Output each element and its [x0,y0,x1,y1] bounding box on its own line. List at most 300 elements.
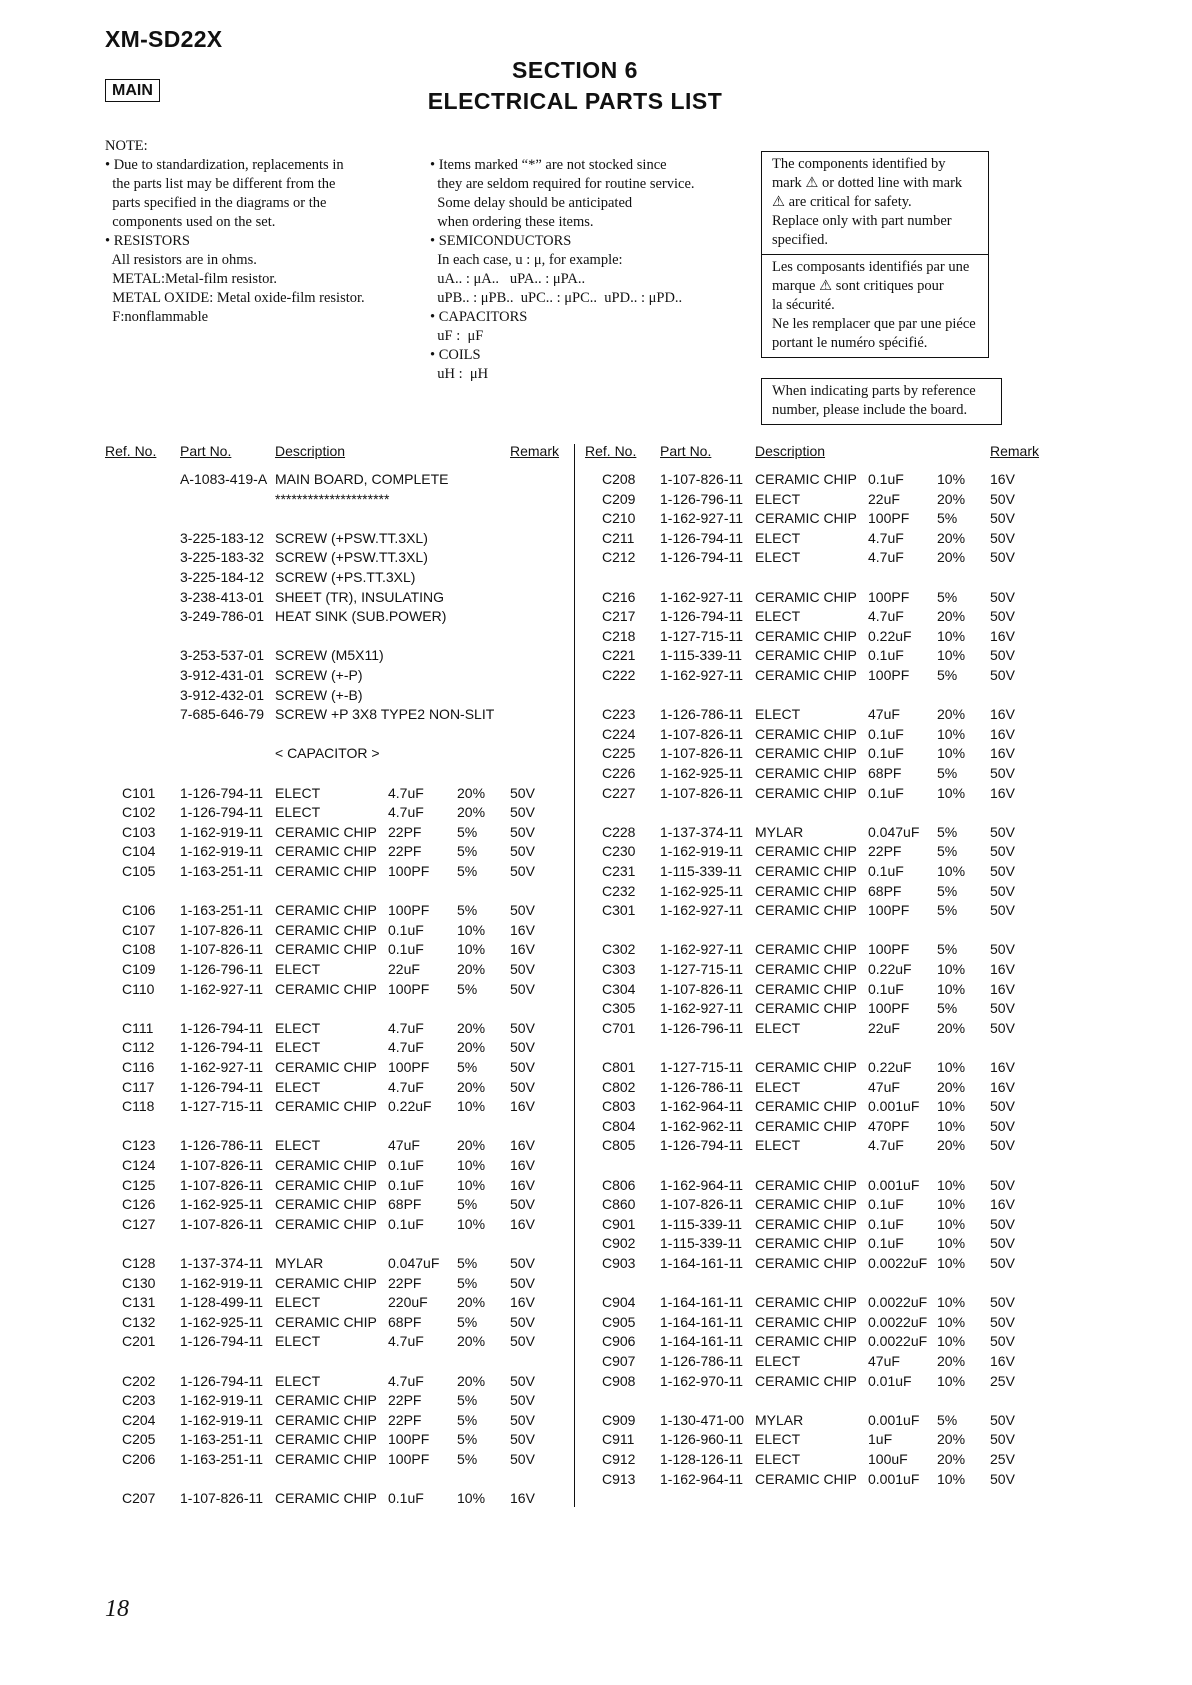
tolerance-cell: 5% [457,1255,478,1271]
voltage-cell: 16V [990,784,1015,801]
ref-no-cell: C909 [602,1411,636,1428]
value-cell: 4.7uF [388,1333,424,1350]
part-no-cell: 1-164-161-11 [660,1333,744,1350]
ref-no-cell: C110 [122,980,155,997]
description-cell: CERAMIC CHIP [275,843,377,860]
part-no-cell: 1-126-796-11 [660,1019,744,1036]
part-no-cell: 1-162-925-11 [660,765,744,781]
part-no-cell: 1-115-339-11 [660,1215,742,1232]
tolerance-cell: 10% [937,1333,966,1350]
ref-no-cell: C304 [602,980,636,997]
value-cell: 0.22uF [388,1098,432,1115]
ref-no-cell: C212 [602,549,636,566]
voltage-cell: 50V [990,863,1015,879]
ref-no-cell: C202 [122,1372,156,1389]
voltage-cell: 50V [510,1313,535,1330]
ref-no-cell: C230 [602,843,636,860]
part-no-cell: 1-163-251-11 [180,863,264,879]
voltage-cell: 50V [510,1333,535,1350]
ref-no-cell: C805 [602,1137,636,1154]
part-no-cell: 1-162-962-11 [660,1117,744,1134]
ref-no-cell: C123 [122,1137,156,1154]
description-cell: MAIN BOARD, COMPLETE [275,471,449,487]
description-cell: CERAMIC CHIP [275,1431,377,1448]
tolerance-cell: 5% [457,843,478,860]
right-header-ref-no: Ref. No. [585,443,637,459]
value-cell: 0.001uF [868,1470,920,1487]
ref-no-cell: C221 [602,647,636,664]
voltage-cell: 50V [510,1255,535,1271]
tolerance-cell: 5% [937,843,958,860]
ref-no-cell: C102 [122,804,156,821]
tolerance-cell: 10% [937,647,966,664]
part-no-cell: 1-162-964-11 [660,1098,744,1115]
tolerance-cell: 20% [937,529,966,546]
description-cell: MYLAR [755,823,804,840]
description-cell: CERAMIC CHIP [755,784,857,801]
description-cell: CERAMIC CHIP [275,1157,377,1173]
value-cell: 0.047uF [388,1255,440,1271]
part-no-cell: 1-126-794-11 [180,1333,264,1350]
description-cell: ELECT [755,1431,801,1448]
description-cell: CERAMIC CHIP [275,1196,377,1213]
tolerance-cell: 10% [937,784,966,801]
tolerance-cell: 5% [937,902,958,919]
voltage-cell: 50V [990,765,1015,781]
description-cell: CERAMIC CHIP [275,902,377,919]
value-cell: 0.001uF [868,1098,920,1115]
tolerance-cell: 20% [457,1333,486,1350]
ref-no-cell: C107 [122,921,156,938]
tolerance-cell: 10% [937,1196,966,1213]
tolerance-cell: 10% [457,1098,486,1115]
description-cell: CERAMIC CHIP [755,765,857,781]
tolerance-cell: 5% [937,1411,958,1428]
description-cell: ELECT [275,1019,321,1036]
voltage-cell: 16V [510,1157,535,1173]
part-no-cell: 3-253-537-01 [180,647,265,664]
description-cell: ELECT [755,1137,801,1154]
part-no-cell: 1-163-251-11 [180,1451,264,1467]
tolerance-cell: 20% [937,706,966,723]
value-cell: 0.0022uF [868,1294,928,1311]
tolerance-cell: 10% [937,1098,966,1115]
ref-no-cell: C905 [602,1313,636,1330]
part-no-cell: 1-115-339-11 [660,1235,742,1252]
description-cell: SCREW (+PSW.TT.3XL) [275,549,428,566]
part-no-cell: 1-128-126-11 [660,1451,744,1467]
part-no-cell: 1-162-925-11 [180,1196,264,1213]
ref-no-cell: C105 [122,863,156,879]
part-no-cell: 1-164-161-11 [660,1255,744,1271]
ref-no-cell: C127 [122,1215,156,1232]
description-cell: SCREW (+PS.TT.3XL) [275,569,416,585]
part-no-cell: 3-238-413-01 [180,588,265,605]
ref-no-cell: C223 [602,706,636,723]
description-cell: CERAMIC CHIP [755,1294,857,1311]
part-no-cell: 1-126-786-11 [180,1137,264,1154]
description-cell: CERAMIC CHIP [275,921,377,938]
voltage-cell: 16V [990,961,1015,977]
ref-no-cell: C301 [602,902,636,919]
voltage-cell: 50V [510,843,535,860]
voltage-cell: 50V [990,1137,1015,1154]
description-cell: CERAMIC CHIP [275,1274,377,1291]
part-no-cell: 1-162-927-11 [180,1059,264,1075]
value-cell: 0.1uF [868,980,904,997]
ref-no-cell: C209 [602,490,636,507]
voltage-cell: 50V [990,490,1015,507]
value-cell: 100PF [388,902,430,919]
description-cell: CERAMIC CHIP [755,1196,857,1213]
part-no-cell: 1-162-925-11 [180,1313,264,1330]
value-cell: 22PF [388,843,422,860]
voltage-cell: 50V [510,1392,535,1409]
value-cell: 47uF [868,1353,900,1369]
voltage-cell: 16V [990,627,1015,644]
part-no-cell: 1-127-715-11 [660,627,744,644]
ref-no-cell: C203 [122,1392,156,1409]
ref-no-cell: C302 [602,941,636,958]
tolerance-cell: 10% [457,1215,486,1232]
part-no-cell: 1-162-927-11 [660,667,744,683]
voltage-cell: 50V [510,1059,535,1075]
tolerance-cell: 10% [937,1176,966,1193]
value-cell: 47uF [868,706,900,723]
part-no-cell: 1-126-794-11 [180,1019,264,1036]
part-no-cell: 1-162-919-11 [180,823,264,840]
part-no-cell: 1-107-826-11 [180,1176,264,1193]
description-cell: CERAMIC CHIP [755,941,857,958]
part-no-cell: 1-164-161-11 [660,1294,744,1311]
tolerance-cell: 5% [937,882,958,899]
right-header-description: Description [755,443,826,459]
value-cell: 0.1uF [868,647,904,664]
description-cell: CERAMIC CHIP [755,627,857,644]
tolerance-cell: 20% [457,1372,486,1389]
description-cell: ELECT [275,961,321,977]
voltage-cell: 50V [510,1274,535,1291]
section-title [380,55,770,117]
voltage-cell: 50V [990,588,1015,605]
value-cell: 0.001uF [868,1411,920,1428]
voltage-cell: 16V [990,1353,1015,1369]
voltage-cell: 50V [510,784,535,801]
ref-no-cell: C106 [122,902,156,919]
description-cell: ELECT [275,1078,321,1095]
value-cell: 4.7uF [388,1039,424,1056]
ref-no-cell: C912 [602,1451,636,1467]
description-cell: ELECT [755,529,801,546]
description-cell: CERAMIC CHIP [755,1176,857,1193]
voltage-cell: 50V [990,529,1015,546]
voltage-cell: 16V [510,941,535,958]
section-heading: ELECTRICAL PARTS LIST [427,88,723,114]
part-no-cell: 1-162-927-11 [660,1000,744,1017]
part-no-cell: 1-162-919-11 [180,1274,264,1291]
voltage-cell: 25V [990,1451,1015,1467]
ref-no-cell: C217 [602,608,636,625]
description-cell: CERAMIC CHIP [755,1098,857,1115]
description-cell: CERAMIC CHIP [755,647,857,664]
description-cell: ELECT [275,1137,321,1154]
tolerance-cell: 20% [457,961,486,977]
part-no-cell: 1-126-786-11 [660,1078,744,1095]
description-cell: CERAMIC CHIP [755,1333,857,1350]
value-cell: 4.7uF [868,1137,904,1154]
part-no-cell: 1-126-794-11 [180,804,264,821]
value-cell: 4.7uF [388,1078,424,1095]
ref-no-cell: C303 [602,961,636,977]
value-cell: 100PF [388,1431,430,1448]
description-cell: ELECT [275,804,321,821]
voltage-cell: 50V [990,941,1015,958]
value-cell: 0.1uF [868,471,904,487]
part-no-cell: 3-249-786-01 [180,608,265,625]
tolerance-cell: 5% [937,588,958,605]
voltage-cell: 16V [510,1490,535,1507]
part-no-cell: 1-126-796-11 [180,961,264,977]
value-cell: 4.7uF [868,549,904,566]
value-cell: 100PF [388,863,430,879]
part-no-cell: 1-162-964-11 [660,1176,744,1193]
ref-no-cell: C232 [602,882,636,899]
tolerance-cell: 10% [457,921,486,938]
part-no-cell: 1-162-919-11 [180,1392,264,1409]
tolerance-cell: 20% [937,1137,966,1154]
value-cell: 68PF [388,1196,422,1213]
voltage-cell: 50V [990,1000,1015,1017]
ref-no-cell: C218 [602,627,636,644]
description-cell: CERAMIC CHIP [275,1176,377,1193]
value-cell: 100PF [868,588,910,605]
tolerance-cell: 10% [937,1255,966,1271]
description-cell: HEAT SINK (SUB.POWER) [275,608,447,625]
value-cell: 22uF [868,1019,900,1036]
ref-no-cell: C201 [122,1333,156,1350]
ref-no-cell: C907 [602,1353,636,1369]
ref-no-cell: C226 [602,765,636,781]
part-no-cell: 1-162-919-11 [180,843,264,860]
right-header-part-no: Part No. [660,443,712,459]
part-no-cell: 3-225-184-12 [180,569,265,585]
description-cell: SCREW (+PSW.TT.3XL) [275,529,428,546]
value-cell: 100PF [388,1451,430,1467]
ref-no-cell: C118 [122,1098,155,1115]
ref-no-cell: C802 [602,1078,636,1095]
part-no-cell: 1-162-925-11 [660,882,744,899]
value-cell: 22PF [388,1392,422,1409]
tolerance-cell: 5% [937,823,958,840]
part-no-cell: 1-107-826-11 [660,725,744,742]
ref-no-cell: C305 [602,1000,636,1017]
voltage-cell: 16V [510,1294,535,1311]
value-cell: 0.1uF [388,1490,424,1507]
part-no-cell: 1-163-251-11 [180,1431,264,1448]
value-cell: 22uF [388,961,420,977]
value-cell: 100PF [388,1059,430,1075]
ref-no-cell: C208 [602,471,636,487]
ref-no-cell: C216 [602,588,636,605]
value-cell: 0.1uF [868,784,904,801]
voltage-cell: 50V [510,1431,535,1448]
description-cell: ELECT [275,1333,321,1350]
voltage-cell: 50V [990,1470,1015,1487]
value-cell: 470PF [868,1117,910,1134]
ref-no-cell: C803 [602,1098,636,1115]
ref-no-cell: C224 [602,725,636,742]
ref-no-cell: C109 [122,961,156,977]
ref-no-cell: C806 [602,1176,636,1193]
tolerance-cell: 5% [457,1196,478,1213]
ref-no-cell: C901 [602,1215,636,1232]
part-no-cell: 3-912-431-01 [180,667,265,683]
value-cell: 0.1uF [388,921,424,938]
tolerance-cell: 5% [457,1431,478,1448]
voltage-cell: 16V [990,706,1015,723]
voltage-cell: 50V [510,823,535,840]
tolerance-cell: 5% [457,902,478,919]
description-cell: CERAMIC CHIP [275,823,377,840]
tolerance-cell: 5% [457,1059,478,1075]
voltage-cell: 16V [510,1098,535,1115]
tolerance-cell: 20% [937,1019,966,1036]
description-cell: CERAMIC CHIP [275,1411,377,1428]
voltage-cell: 50V [990,1215,1015,1232]
voltage-cell: 50V [510,804,535,821]
part-no-cell: 1-127-715-11 [180,1098,264,1115]
value-cell: 22PF [388,1274,422,1291]
description-cell: CERAMIC CHIP [755,1059,857,1075]
part-no-cell: 1-107-826-11 [660,745,744,762]
part-no-cell: 1-162-919-11 [180,1411,264,1428]
voltage-cell: 50V [990,1235,1015,1252]
voltage-cell: 50V [990,1411,1015,1428]
tolerance-cell: 20% [937,490,966,507]
voltage-cell: 50V [510,961,535,977]
value-cell: 100PF [868,667,910,683]
part-no-cell: 1-126-786-11 [660,706,744,723]
tolerance-cell: 20% [457,1078,486,1095]
voltage-cell: 16V [990,745,1015,762]
value-cell: 0.1uF [388,1176,424,1193]
tolerance-cell: 5% [457,980,478,997]
description-cell: CERAMIC CHIP [275,863,377,879]
part-no-cell: 1-162-970-11 [660,1372,744,1389]
part-no-cell: 1-126-794-11 [180,1078,264,1095]
ref-no-cell: C701 [602,1019,636,1036]
part-no-cell: 1-107-826-11 [180,1157,264,1173]
tolerance-cell: 10% [937,745,966,762]
tolerance-cell: 20% [937,608,966,625]
part-no-cell: 1-115-339-11 [660,863,742,879]
tolerance-cell: 5% [937,1000,958,1017]
description-cell: CERAMIC CHIP [755,961,857,977]
part-no-cell: 1-137-374-11 [180,1255,264,1271]
part-no-cell: 1-127-715-11 [660,1059,744,1075]
ref-no-cell: C103 [122,823,156,840]
description-cell: ELECT [275,1294,321,1311]
value-cell: 0.1uF [868,1196,904,1213]
description-cell: MYLAR [275,1255,324,1271]
tolerance-cell: 20% [937,549,966,566]
description-cell: CERAMIC CHIP [275,941,377,958]
left-header-description: Description [275,443,346,459]
description-cell: CERAMIC CHIP [755,1117,857,1134]
description-cell: ELECT [275,1039,321,1056]
value-cell: 0.1uF [388,1215,424,1232]
value-cell: 68PF [868,765,902,781]
tolerance-cell: 10% [937,980,966,997]
part-no-cell: 1-164-161-11 [660,1313,744,1330]
ref-no-cell: C128 [122,1255,156,1271]
tolerance-cell: 20% [457,784,486,801]
voltage-cell: 16V [510,1137,535,1154]
value-cell: 0.1uF [388,941,424,958]
voltage-cell: 50V [990,667,1015,683]
value-cell: 0.0022uF [868,1313,928,1330]
part-no-cell: 7-685-646-79 [180,706,265,723]
ref-no-cell: C225 [602,745,636,762]
left-header-ref-no: Ref. No. [105,443,157,459]
value-cell: 0.01uF [868,1372,912,1389]
ref-no-cell: C101 [122,784,156,801]
section-number: SECTION 6 [512,57,638,83]
tolerance-cell: 10% [937,961,966,977]
description-cell: CERAMIC CHIP [755,745,857,762]
right-header-remark: Remark [990,443,1040,459]
description-cell: CERAMIC CHIP [755,588,857,605]
value-cell: 100PF [868,902,910,919]
value-cell: 4.7uF [868,608,904,625]
description-cell: CERAMIC CHIP [755,1313,857,1330]
notes-column-2: • Items marked “*” are not stocked since they are seldom required for routine service. Some delay should be anticipated when ordering these items. • SEMICONDUCTORS In each case, u : μ, for example: uA.. : μA.. uPA.. : μPA.. uPB.. : μPB.. uPC.. : μPC.. uPD.. : μPD.. • CAPACITORS uF : μF • COILS uH : μH [430,157,695,382]
part-no-cell: 1-107-826-11 [660,980,744,997]
description-cell: CERAMIC CHIP [755,863,857,879]
part-no-cell: 1-107-826-11 [180,921,264,938]
left-header-remark: Remark [510,443,560,459]
part-no-cell: 1-126-786-11 [660,1353,744,1369]
tolerance-cell: 5% [457,863,478,879]
voltage-cell: 50V [990,608,1015,625]
part-no-cell: 3-912-432-01 [180,686,265,703]
board-tag: MAIN [105,79,160,102]
voltage-cell: 50V [510,1372,535,1389]
ref-no-cell: C908 [602,1372,636,1389]
tolerance-cell: 10% [457,1176,486,1193]
description-cell: ELECT [755,1078,801,1095]
part-no-cell: 1-107-826-11 [180,941,264,958]
description-cell: ELECT [755,608,801,625]
tolerance-cell: 10% [457,941,486,958]
voltage-cell: 50V [990,823,1015,840]
value-cell: 0.1uF [868,863,904,879]
description-cell: CERAMIC CHIP [755,471,857,487]
tolerance-cell: 10% [937,1215,966,1232]
part-no-cell: 1-162-927-11 [660,902,744,919]
description-cell: ELECT [755,1353,801,1369]
value-cell: 100PF [868,941,910,958]
tolerance-cell: 10% [937,1117,966,1134]
voltage-cell: 50V [510,863,535,879]
part-no-cell: 3-225-183-32 [180,549,265,566]
voltage-cell: 50V [990,647,1015,664]
tolerance-cell: 5% [937,667,958,683]
value-cell: 22PF [388,823,422,840]
value-cell: 0.1uF [388,1157,424,1173]
description-cell: SCREW (+-P) [275,667,363,683]
voltage-cell: 16V [510,1176,535,1193]
